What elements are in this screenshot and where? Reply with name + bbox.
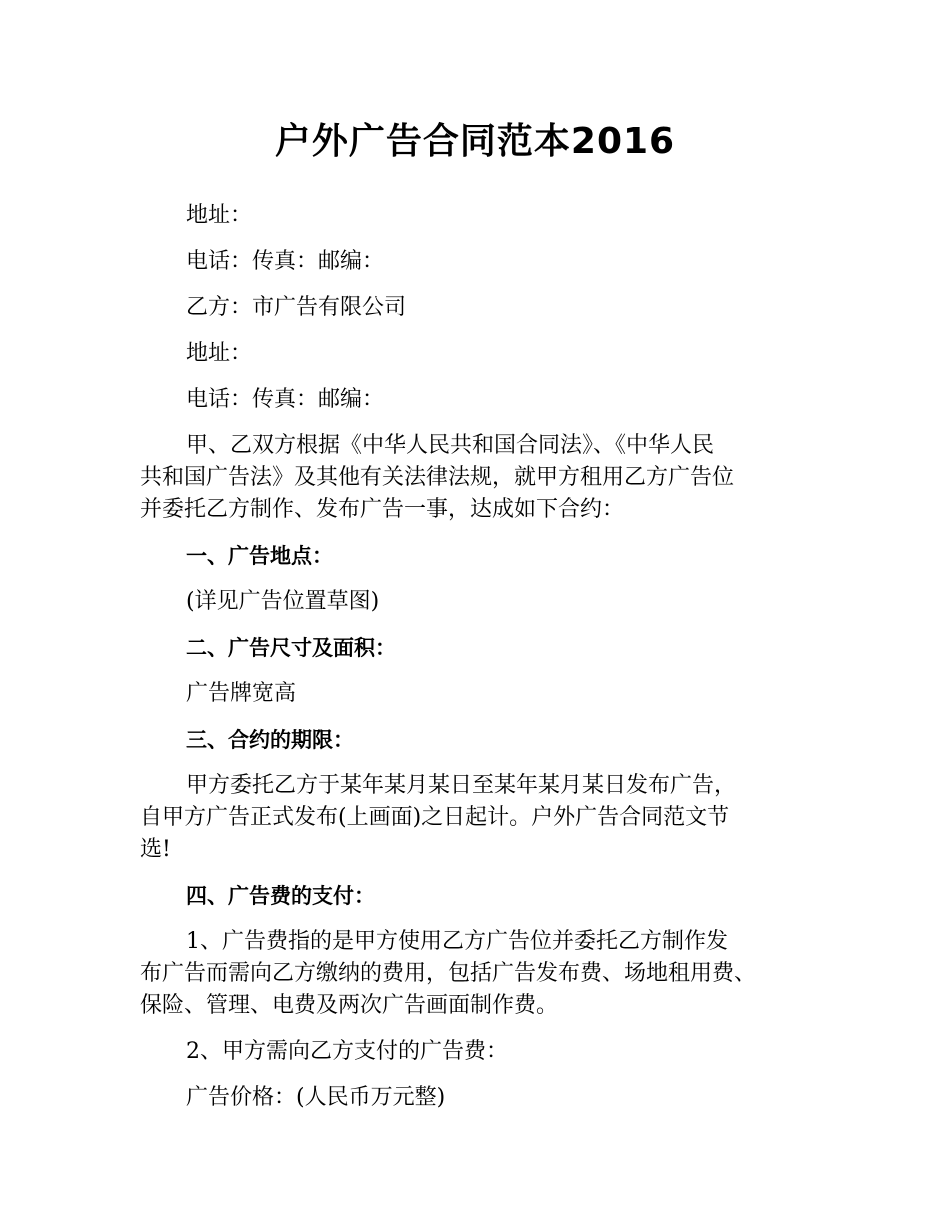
party-b-address: 地址： (186, 341, 253, 366)
document-title: 户外广告合同范本2016 (274, 121, 676, 162)
section-2-text: 广告牌宽高 (186, 681, 297, 706)
document-body (140, 200, 830, 1128)
party-a-address: 地址： (186, 203, 253, 228)
section-4-item-1-line-1: 1、广告费指的是甲方使用乙方广告位并委托乙方制作发 (186, 929, 728, 954)
party-b-name: 乙方：市广告有限公司 (186, 295, 407, 320)
section-2-heading: 二、广告尺寸及面积： (186, 636, 396, 660)
section-3-heading: 三、合约的期限： (186, 728, 354, 752)
section-3-paragraph (140, 770, 830, 866)
preamble-paragraph (140, 430, 830, 526)
section-4-item-1-line-2: 布广告而需向乙方缴纳的费用，包括广告发布费、场地租用费、 (140, 961, 757, 986)
section-4-item-2: 2、甲方需向乙方支付的广告费： (186, 1039, 508, 1064)
party-a-contact: 电话：传真：邮编： (186, 249, 385, 274)
party-b-contact: 电话：传真：邮编： (186, 387, 385, 412)
section-3-line-1: 甲方委托乙方于某年某月某日至某年某月某日发布广告， (186, 773, 737, 798)
preamble-line-3: 并委托乙方制作、发布广告一事，达成如下合约： (140, 497, 625, 522)
section-3-line-2: 自甲方广告正式发布(上画面)之日起计。户外广告合同范文节 (140, 805, 730, 830)
section-1-heading: 一、广告地点： (186, 544, 333, 568)
section-4-price: 广告价格：(人民币万元整) (186, 1085, 446, 1110)
section-1-text: (详见广告位置草图) (186, 589, 380, 614)
section-3-line-3: 选! (140, 837, 171, 862)
section-4-item-1 (140, 926, 830, 1022)
section-4-item-1-line-3: 保险、管理、电费及两次广告画面制作费。 (140, 993, 559, 1018)
preamble-line-1: 甲、乙双方根据《中华人民共和国合同法》、《中华人民 (186, 433, 715, 458)
section-4-heading: 四、广告费的支付： (186, 884, 375, 908)
preamble-line-2: 共和国广告法》及其他有关法律法规，就甲方租用乙方广告位 (140, 465, 735, 490)
